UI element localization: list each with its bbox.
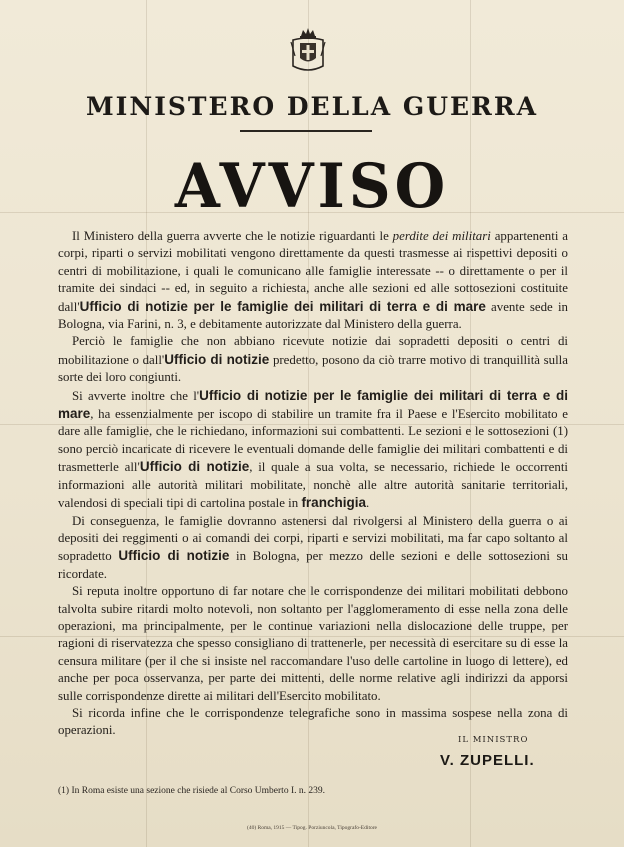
ministry-title: MINISTERO DELLA GUERRA (85, 92, 539, 121)
paragraph-text: , ha essenzialmente per iscopo di stabilire un tramite fra il Paese e l'Esercito mobilitato e dare alle famiglie, che le richiedano, informazioni sui combattenti. Le sezioni e le sottosezioni (1) sono perciò incaricate di ricevere le eventuali domande delle famiglie dei militari combattenti e di trasmetterle all' (58, 407, 568, 475)
paragraph-bold: Ufficio di notizie per le famiglie dei militari di terra e di mare (58, 387, 568, 422)
paragraph-3 (58, 387, 568, 513)
paragraph-text: in Bologna, per mezzo delle sezioni e delle sottosezioni su ricordate. (58, 549, 569, 581)
footnote: (1) In Roma esiste una sezione che risiede al Corso Umberto I. n. 239. (58, 786, 325, 796)
paragraph-2 (58, 333, 568, 386)
paragraph-text: Si avverte inoltre che l' (72, 388, 200, 403)
paragraph-text: Il Ministero della guerra avverte che le notizie riguardanti le (72, 229, 393, 243)
notice-body (58, 228, 568, 740)
notice-heading: AVVISO (174, 150, 450, 222)
paragraph-text: Si reputa inoltre opportuno di far notare che le corrispondenze dei militari mobilitati debbono talvolta subire ritardi molto notevoli, non soltanto per l'agglomeramento di esse nella zona delle operazioni, ma principalmente, per le continue variazioni nella dislocazione delle truppe, per ragioni di riservatezza che spesso consigliano di trattenerle, per necessità di esercitare su di esse la censura militare (per il che si insiste nel raccomandare l'uso delle cartoline in luogo di lettere), ed anche per poca osservanza, per parte dei mittenti, delle norme relative agli indirizzi da apporsi sulle corrispondenze dirette ai militari dell'Esercito mobilitato. (58, 584, 568, 703)
paragraph-5 (58, 583, 568, 705)
paragraph-bold: Ufficio di notizie (164, 351, 270, 367)
signature-name: V. ZUPELLI. (440, 752, 535, 769)
paragraph-text: Perciò le famiglie che non abbiano ricevute notizie dai sopradetti depositi o centri di mobilitazione o dall' (58, 334, 568, 367)
paragraph-bold: Ufficio di notizie (139, 459, 250, 475)
paragraph-italic: perdite dei militari (392, 229, 491, 243)
paragraph-text: . (365, 496, 370, 511)
signature-label: IL MINISTRO (458, 735, 529, 745)
paragraph-text: appartenenti a corpi, riparti o servizi mobilitati vengono direttamente da questi trasmesse ai rispettivi depositi o centri di mobilitazione, i quali le comunicano alle famiglie interessate -- o direttamente o per il tramite dei sindaci -- ed, in seguito a richiesta, anche alle sezioni ed alle sottosezioni costituite dall' (58, 229, 568, 314)
royal-crest-icon (289, 26, 327, 74)
paragraph-text: Di conseguenza, le famiglie dovranno astenersi dal rivolgersi al Ministero della guerra o ai depositi dei reggimenti o ai comandi dei corpi, riparti e servizi mobilitati, ma far capo soltanto al sopradetto (58, 513, 568, 564)
printer-credit: (40) Roma, 1915 — Tipog. Porziuncola, Tipografo-Editore (246, 825, 377, 831)
paragraph-bold: Ufficio di notizie (118, 548, 230, 564)
paragraph-text: , il quale a sua volta, se necessario, richiede le occorrenti informazioni alle autorità militari mobilitate, nonchè alle altre autorità sanitarie territoriali, valendosi di speciali tipi di cartolina postale in (58, 460, 568, 511)
paragraph-text: predetto, posono da ciò trarre motivo di tranquillità sulla sorte dei loro congiunti. (58, 352, 568, 385)
paragraph-bold: franchigia (301, 495, 366, 511)
title-divider (240, 130, 372, 132)
paragraph-text: avente sede in Bologna, via Farini, n. 3, e debitamente autorizzate dal Ministero della guerra. (58, 299, 568, 332)
paragraph-1 (58, 228, 568, 333)
paragraph-4 (58, 513, 568, 584)
paragraph-bold: Ufficio di notizie per le famiglie dei militari di terra e di mare (79, 298, 486, 314)
paragraph-text: Si ricorda infine che le corrispondenze telegrafiche sono in massima sospese nella zona di operazioni. (58, 705, 568, 738)
